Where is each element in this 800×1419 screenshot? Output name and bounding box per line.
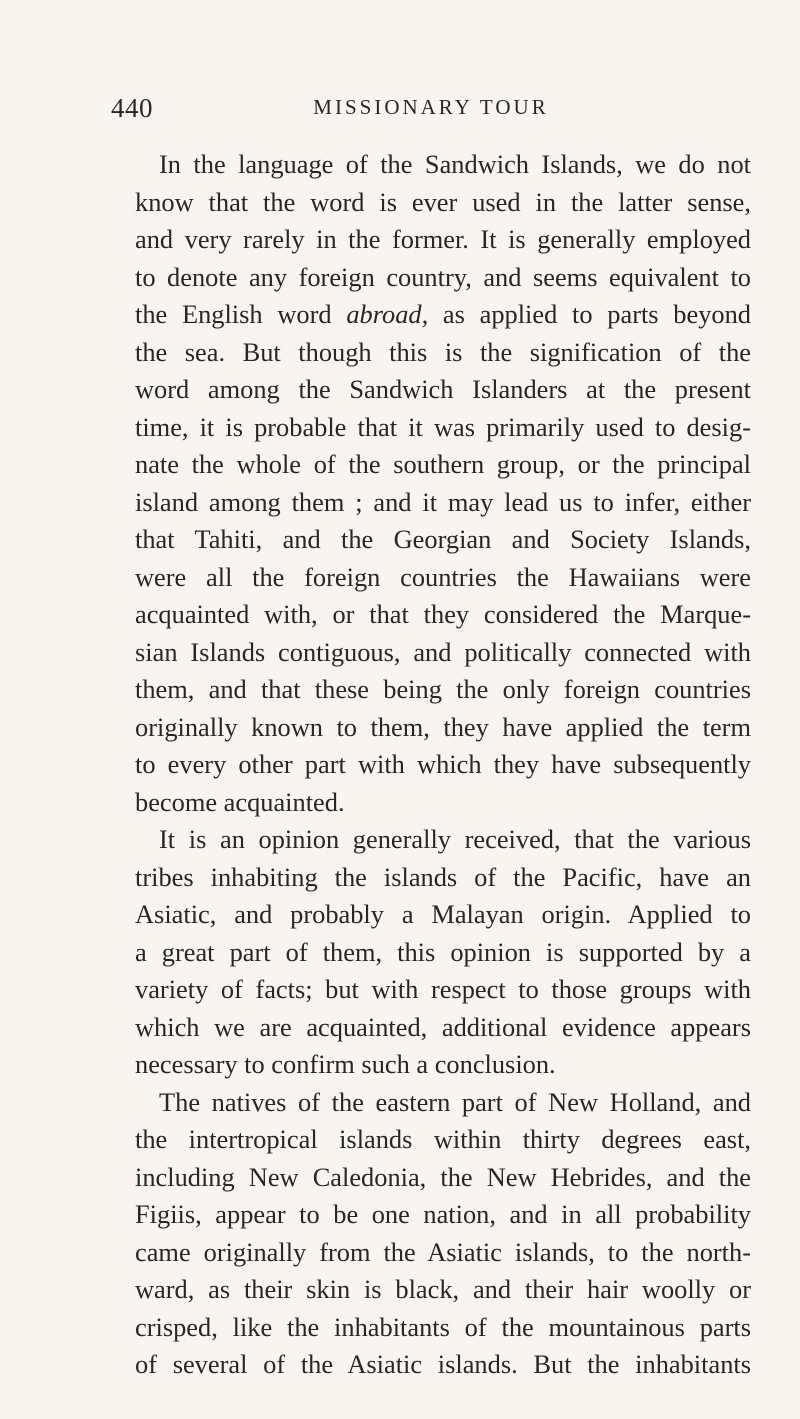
text-line: came originally from the Asiatic islands, to the north- xyxy=(135,1236,751,1267)
page-header xyxy=(111,93,751,133)
text-line: time, it is probable that it was primarily used to desig- xyxy=(135,411,751,442)
text-segment: the English word xyxy=(135,299,347,329)
text-line: and very rarely in the former. It is generally employed xyxy=(135,224,751,254)
paragraph xyxy=(111,146,751,821)
text-line-with-italic xyxy=(111,296,751,334)
text-line: become acquainted. xyxy=(135,786,345,817)
body-text xyxy=(111,146,751,1384)
text-line: acquainted with, or that they considered the Marque- xyxy=(135,599,751,629)
paragraph xyxy=(111,1084,751,1384)
text-line: island among them ; and it may lead us to infer, either xyxy=(135,486,751,517)
text-line: The natives of the eastern part of New Holland, and xyxy=(159,1086,751,1117)
text-line: necessary to confirm such a conclusion. xyxy=(135,1049,556,1079)
text-line: that Tahiti, and the Georgian and Society Islands, xyxy=(135,524,751,554)
text-line: It is an opinion generally received, that the various xyxy=(159,824,751,854)
text-line: word among the Sandwich Islanders at the present xyxy=(135,374,751,404)
text-line: originally known to them, they have applied the term xyxy=(135,711,751,742)
text-line: them, and that these being the only foreign countries xyxy=(135,674,751,704)
text-line: Figiis, appear to be one nation, and in all probability xyxy=(135,1199,751,1229)
paragraph xyxy=(111,821,751,1084)
text-line: of several of the Asiatic islands. But the inhabitants xyxy=(135,1349,751,1379)
text-line: tribes inhabiting the islands of the Pacific, have an xyxy=(135,861,751,892)
text-line: were all the foreign countries the Hawaiians were xyxy=(135,561,751,592)
text-line: sian Islands contiguous, and politically connected with xyxy=(135,636,751,667)
text-line: the intertropical islands within thirty degrees east, xyxy=(135,1124,751,1154)
text-line: Asiatic, and probably a Malayan origin. Applied to xyxy=(135,899,751,929)
text-line: variety of facts; but with respect to those groups with xyxy=(135,974,751,1004)
text-line: ward, as their skin is black, and their hair woolly or xyxy=(135,1274,751,1304)
text-line: nate the whole of the southern group, or the principal xyxy=(135,449,751,479)
italic-word: abroad, xyxy=(346,299,429,329)
text-line: know that the word is ever used in the latter sense, xyxy=(135,186,751,217)
page-number: 440 xyxy=(111,93,153,123)
text-segment: as applied to parts beyond xyxy=(428,299,751,329)
text-line: the sea. But though this is the signification of the xyxy=(135,336,751,367)
text-line: to every other part with which they have subsequently xyxy=(135,749,751,779)
text-line: crisped, like the inhabitants of the mountainous parts xyxy=(135,1311,751,1342)
text-line: including New Caledonia, the New Hebrides, and the xyxy=(135,1161,751,1192)
running-head: MISSIONARY TOUR xyxy=(313,95,549,119)
text-line: a great part of them, this opinion is supported by a xyxy=(135,936,751,967)
text-line: which we are acquainted, additional evidence appears xyxy=(135,1011,751,1042)
text-line: to denote any foreign country, and seems equivalent to xyxy=(135,261,751,292)
text-line: In the language of the Sandwich Islands, we do not xyxy=(159,149,751,179)
